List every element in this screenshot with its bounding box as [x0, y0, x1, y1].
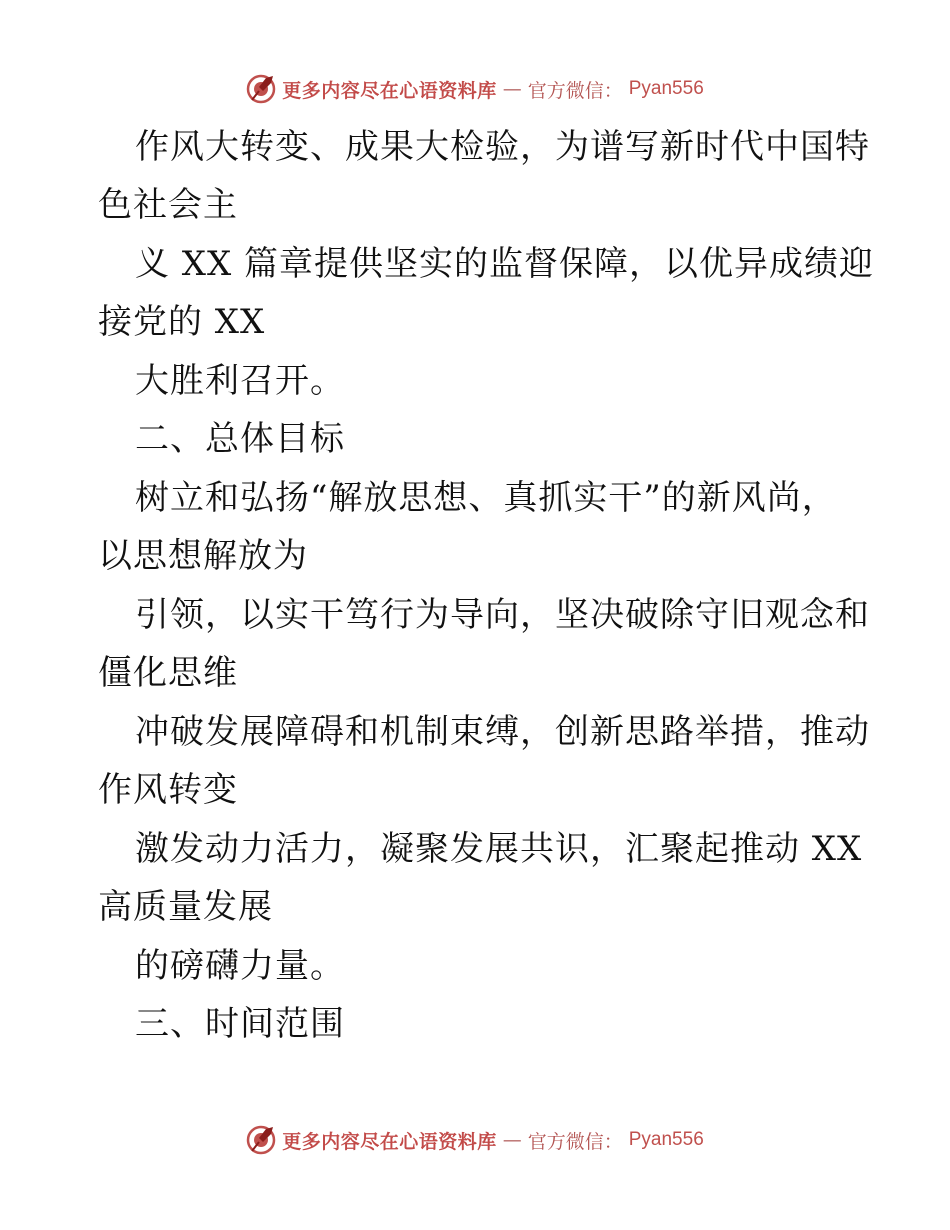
footer-wechat-label: 官方微信：: [527, 1130, 623, 1153]
text-line: 引领，以实干笃行为导向，坚决破除守旧观念和: [135, 595, 870, 635]
text-line: 作风转变: [98, 770, 238, 810]
text-line: 大胜利召开。: [135, 361, 345, 401]
text-line: 作风大转变、成果大检验，为谱写新时代中国特: [135, 127, 870, 167]
text-line: 义 XX 篇章提供坚实的监督保障，以优异成绩迎: [135, 244, 875, 284]
text-line: 的磅礴力量。: [135, 946, 345, 986]
footer-site-text: 更多内容尽在心语资料库: [282, 1130, 497, 1153]
text-line: 色社会主: [98, 185, 238, 225]
header-wechat-label: 官方微信：: [527, 79, 623, 102]
section-heading: 三、时间范围: [135, 1004, 345, 1044]
text-line: 僵化思维: [98, 653, 238, 693]
footer-separator: —: [502, 1129, 522, 1151]
footer-watermark-banner: [0, 1125, 950, 1155]
header-site-text: 更多内容尽在心语资料库: [282, 79, 497, 102]
footer-wechat-id: Pyan556: [628, 1129, 704, 1150]
section-heading: 二、总体目标: [135, 419, 345, 459]
header-wechat-id: Pyan556: [628, 78, 704, 99]
text-line: 以思想解放为: [98, 536, 308, 576]
quill-logo-icon: [246, 1125, 276, 1155]
text-line: 冲破发展障碍和机制束缚，创新思路举措，推动: [135, 712, 870, 752]
header-separator: —: [502, 78, 522, 100]
text-line: 高质量发展: [98, 887, 273, 927]
text-line: 树立和弘扬“解放思想、真抓实干”的新风尚，: [135, 478, 837, 518]
text-line: 激发动力活力，凝聚发展共识，汇聚起推动 XX: [135, 829, 863, 869]
text-line: 接党的 XX: [98, 302, 266, 342]
